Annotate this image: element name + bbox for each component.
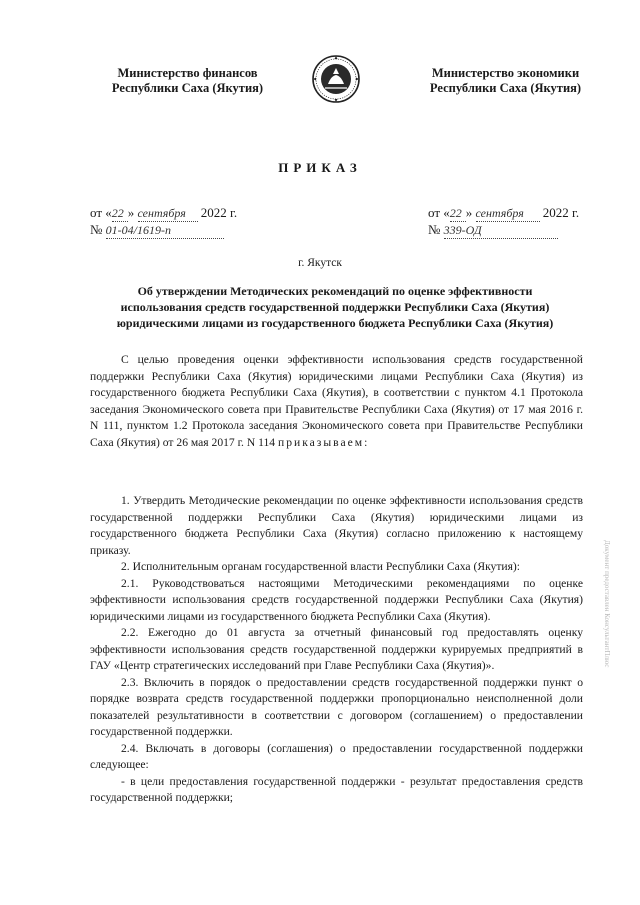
right-number-prefix: № [428,222,441,237]
left-date-close: » [127,205,135,220]
ministry-of-economy-header [418,66,593,96]
ministry-left-line-2: Республики Саха (Якутия) [111,81,264,95]
order-item-2-4: 2.4. Включать в договоры (соглашения) о предоставлении государственной поддержки следующее: [90,741,583,771]
right-date-year: 2022 г. [542,205,580,220]
right-date-prefix: от « [428,205,450,220]
city-name: г. Якутск [298,257,342,269]
left-number-value: 01-04/1619-п [106,222,224,239]
order-item-1: 1. Утвердить Методические рекомендации по оценке эффективности использования средств государственной поддержки Республики Саха (Якутия) юридическими лицами из государственного бюджета Республики Саха (Якутия) согласно приложению к настоящему приказу. [90,494,583,557]
left-date-year: 2022 г. [200,205,238,220]
right-date-month: сентября [476,205,540,222]
ministry-left-line-1: Министерство финансов [117,66,258,80]
preamble-paragraph [90,352,583,451]
margin-watermark: Документ предоставлен КонсультантПлюс [603,540,611,668]
preamble-text: С целью проведения оценки эффективности использования средств государственной поддержки Республики Саха (Якутия) юридическими лицами Республики Саха (Якутия) из государственного бюджета Республики Саха (Якутия), в соответствии с пунктом 4.1 Протокола заседания Экономического совета при Правительстве Республики Саха (Якутия) от 17 мая 2016 г. N 111, пунктом 1.2 Протокола заседания Экономического совета при Правительстве Республики Саха (Якутия) от 26 мая 2017 г. N 114 [90,353,583,449]
left-date-month: сентября [138,205,198,222]
right-date-day: 22 [450,205,466,222]
left-number [90,222,224,239]
preamble-order-word: приказываем: [278,435,370,449]
order-item-2-2: 2.2. Ежегодно до 01 августа за отчетный финансовый год предоставлять оценку эффективности использования средств государственной поддержки курируемых предприятий в ГАУ «Центр стратегических исследований при Главе Республики Саха (Якутия)». [90,626,583,672]
ministry-right-line-2: Республики Саха (Якутия) [429,81,582,95]
right-date-close: » [465,205,473,220]
right-date [428,205,579,222]
order-item-2-3: 2.3. Включить в порядок о предоставлении средств государственной поддержки пункт о порядке возврата средств государственной поддержки пропорционально неисполненной доли показателей результативности в соответствии с договором (соглашением) о предоставлении государственной поддержки. [90,675,583,738]
order-item-2: 2. Исполнительным органам государственной власти Республики Саха (Якутия): [121,560,521,573]
order-item-2-1: 2.1. Руководствоваться настоящими Методическими рекомендациями по оценке эффективности использования средств государственной поддержки Республики Саха (Якутия) юридическими лицами из государственного бюджета Республики Саха (Якутия). [90,576,583,623]
left-number-prefix: № [90,222,103,237]
right-number [428,222,558,239]
right-number-value: 339-ОД [444,222,558,239]
order-title: ПРИКАЗ [278,160,362,175]
left-date [90,205,237,222]
left-date-day: 22 [112,205,128,222]
order-items [90,493,583,807]
ministry-of-finance-header [100,66,275,96]
document-heading: Об утверждении Методических рекомендаций по оценке эффективности использования средств государственной поддержки Республики Саха (Якутия) юридическими лицами из государственного бюджета Республики Саха (Якутия) [116,284,554,330]
ministry-right-line-1: Министерство экономики [431,66,580,80]
order-item-2-4-bullet: - в цели предоставления государственной поддержки - результат предоставления средств государственной поддержки; [90,774,583,804]
coat-of-arms-icon [311,54,361,104]
left-date-prefix: от « [90,205,112,220]
preamble [90,352,583,451]
